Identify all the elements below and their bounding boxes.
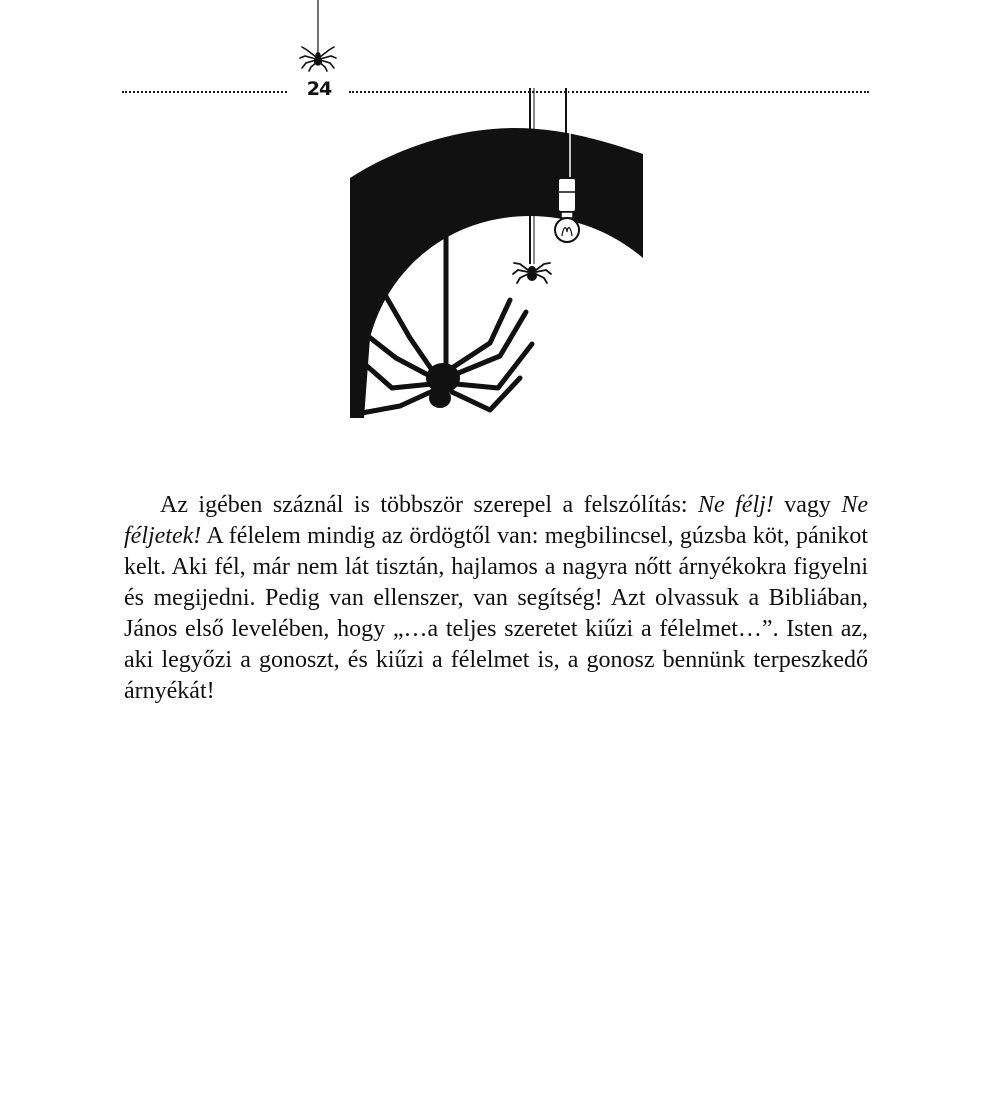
spider-icon <box>296 0 340 74</box>
spider-shadow-illustration <box>340 88 650 424</box>
page-number: 24 <box>306 78 332 100</box>
body-paragraph <box>124 490 868 707</box>
light-bulb-icon <box>555 178 579 242</box>
paragraph-text-3: A félelem mindig az ördögtől van: megbilincsel, gúzsba köt, pánikot kelt. Aki fél, már nem lát tisztán, hajlamos a nagyra nőtt árnyékokra figyelni és megijedni. Pedig van ellenszer, van segítség! Azt olvassuk a Bibliában, János első levelében, hogy „…a teljes szeretet kiűzi a félelmet…”. Isten az, aki legyőzi a gonoszt, és kiűzi a félelmet is, a gonosz bennünk terpeszkedő árnyékát! <box>124 523 868 704</box>
paragraph-text-2: vagy <box>773 492 842 518</box>
header-rule-left <box>122 91 287 93</box>
paragraph-text-1: Az igében száznál is többször szerepel a felszólítás: <box>160 492 699 518</box>
paragraph-italic-1: Ne félj! <box>698 492 774 518</box>
shadow-arch <box>350 128 643 418</box>
paragraph-italic-2: Ne féljetek! <box>124 492 869 549</box>
